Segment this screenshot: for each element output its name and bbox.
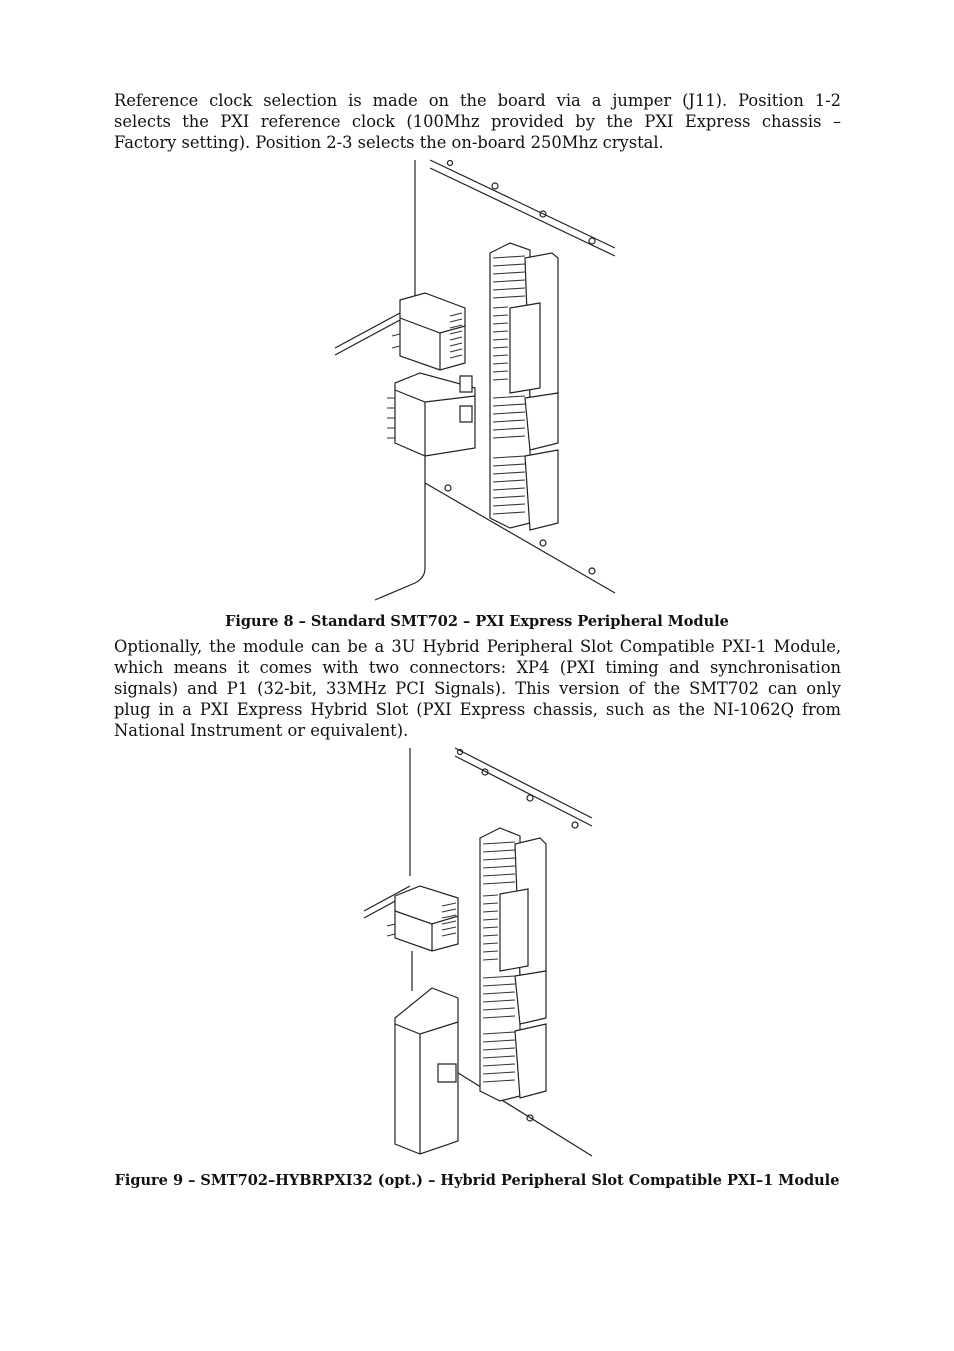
figure-8-illustration [330, 158, 620, 603]
paragraph-reference-clock [114, 90, 841, 153]
figure-8-caption: Figure 8 – Standard SMT702 – PXI Express Peripheral Module [225, 613, 729, 630]
paragraph-line: which means it comes with two connectors: XP4 (PXI timing and synchronisation [114, 658, 841, 677]
figure-9-caption: Figure 9 – SMT702–HYBRPXI32 (opt.) – Hybrid Peripheral Slot Compatible PXI–1 Module [114, 1172, 840, 1189]
paragraph-line: signals) and P1 (32-bit, 33MHz PCI Signals). This version of the SMT702 can only [114, 679, 841, 698]
paragraph-line: Reference clock selection is made on the board via a jumper (J11). Position 1-2 [114, 91, 841, 110]
paragraph-line: National Instrument or equivalent). [114, 721, 409, 740]
paragraph-hybrid-option [114, 636, 841, 741]
paragraph-line: Optionally, the module can be a 3U Hybrid Peripheral Slot Compatible PXI-1 Module, [114, 637, 841, 656]
figure-9-illustration [360, 746, 600, 1166]
paragraph-line: selects the PXI reference clock (100Mhz provided by the PXI Express chassis – [114, 112, 841, 131]
paragraph-line: plug in a PXI Express Hybrid Slot (PXI Express chassis, such as the NI-1062Q from [114, 700, 841, 719]
paragraph-line: Factory setting). Position 2-3 selects the on-board 250Mhz crystal. [114, 133, 664, 152]
